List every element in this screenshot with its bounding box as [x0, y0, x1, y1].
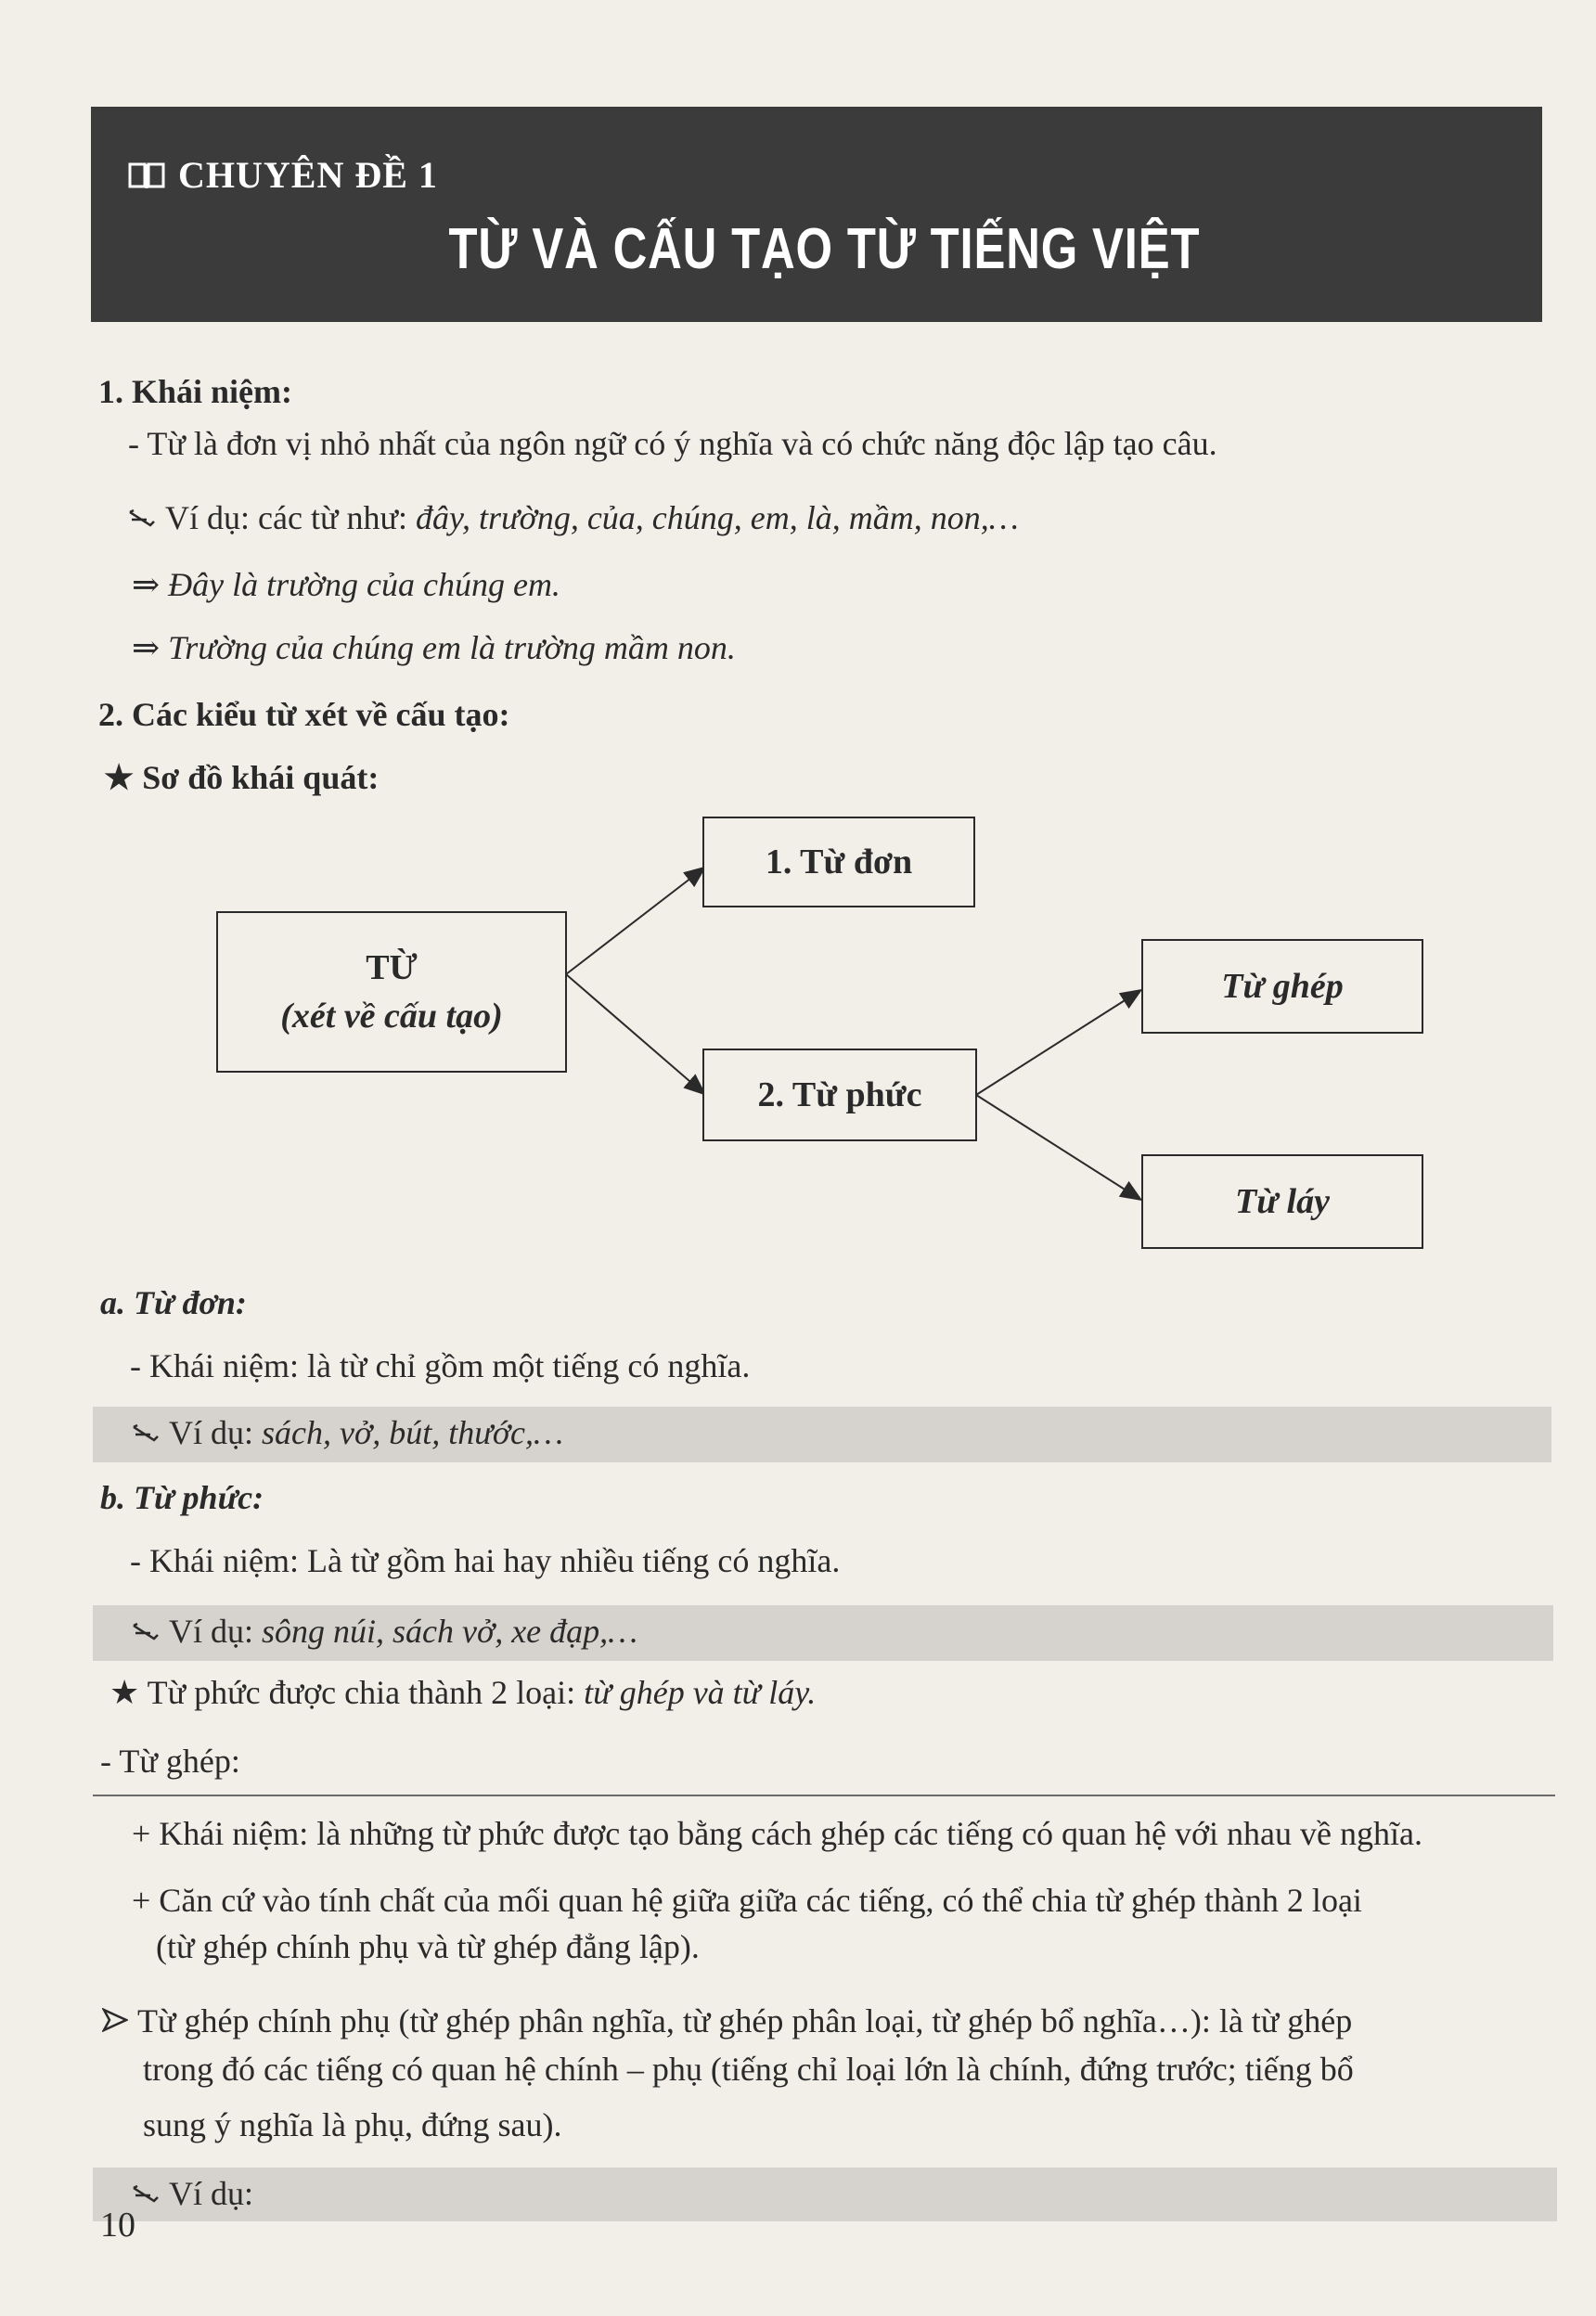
arrow-to-reduplicative: [976, 1095, 1139, 1199]
subordinate-compound-line-2: trong đó các tiếng có quan hệ chính – phụ (tiếng chỉ loại lớn là chính, đứng trước; tiếng bổ: [143, 2051, 1354, 2088]
subordinate-compound-line-3: sung ý nghĩa là phụ, đứng sau).: [143, 2106, 562, 2143]
subordinate-text-1: Từ ghép chính phụ (từ ghép phân nghĩa, từ ghép phân loại, từ ghép bổ nghĩa…): là từ ghép: [137, 2002, 1353, 2039]
example-label: Ví dụ: các từ như:: [165, 499, 416, 536]
part-a-example: [132, 1412, 563, 1453]
pencil-icon: [132, 2184, 160, 2205]
example-label: Ví dụ:: [169, 1613, 263, 1650]
chapter-title: TỪ VÀ CẤU TẠO TỪ TIẾNG VIỆT: [448, 217, 1201, 281]
example-label: Ví dụ:: [169, 1414, 263, 1451]
part-b-heading: b. Từ phức:: [100, 1479, 264, 1516]
arrow-to-complex: [566, 974, 703, 1093]
diagram-root-subtitle: (xét về cấu tạo): [280, 997, 503, 1036]
overview-label: ★ Sơ đồ khái quát:: [104, 759, 380, 796]
arrow-bullet-icon: [102, 2008, 128, 2032]
diagram-root-title: TỪ: [366, 948, 418, 987]
compound-point-1: + Khái niệm: là những từ phức được tạo bằng cách ghép các tiếng có quan hệ với nhau về nghĩa.: [132, 1815, 1422, 1852]
example-sentence-2: ⇒ Trường của chúng em là trường mầm non.: [132, 629, 736, 666]
section1-heading: 1. Khái niệm:: [98, 373, 293, 410]
example-label: Ví dụ:: [169, 2175, 254, 2212]
diagram-root-box: [216, 911, 567, 1073]
example-words: sách, vở, bút, thước,…: [262, 1414, 564, 1451]
arrow-to-simple: [566, 868, 703, 974]
part-b-example: [132, 1611, 637, 1652]
example-words: đây, trường, của, chúng, em, là, mầm, non,…: [415, 499, 1019, 536]
compound-point-2-line-1: + Căn cứ vào tính chất của mối quan hệ giữa giữa các tiếng, có thể chia từ ghép thành 2 loại: [132, 1882, 1362, 1919]
compound-point-2-line-2: (từ ghép chính phụ và từ ghép đẳng lập).: [156, 1928, 700, 1965]
page-number: 10: [100, 2206, 135, 2245]
diagram-node-complex: 2. Từ phức: [702, 1049, 977, 1141]
diagram-node-reduplicative: Từ láy: [1141, 1154, 1423, 1249]
divider: [93, 1795, 1555, 1796]
part-a-definition: - Khái niệm: là từ chỉ gồm một tiếng có nghĩa.: [130, 1347, 751, 1384]
pencil-icon: [132, 1423, 160, 1444]
complex-split-note: [109, 1672, 816, 1713]
subordinate-compound-line-1: [102, 2001, 1352, 2041]
split-types: từ ghép và từ láy.: [584, 1674, 817, 1711]
diagram-node-simple: 1. Từ đơn: [702, 817, 975, 907]
example-words: sông núi, sách vở, xe đạp,…: [262, 1613, 638, 1650]
pencil-icon: [132, 1622, 160, 1642]
diagram-node-compound: Từ ghép: [1141, 939, 1423, 1034]
part-a-heading: a. Từ đơn:: [100, 1284, 247, 1321]
compound-heading: - Từ ghép:: [100, 1743, 240, 1780]
section2-heading: 2. Các kiểu từ xét về cấu tạo:: [98, 696, 510, 733]
split-prefix: ★ Từ phức được chia thành 2 loại:: [109, 1674, 585, 1711]
chapter-label: CHUYÊN ĐỀ 1: [178, 154, 438, 196]
section1-definition: - Từ là đơn vị nhỏ nhất của ngôn ngữ có ý nghĩa và có chức năng độc lập tạo câu.: [128, 425, 1217, 462]
part-b-definition: - Khái niệm: Là từ gồm hai hay nhiều tiếng có nghĩa.: [130, 1542, 841, 1579]
example-sentence-1: ⇒ Đây là trường của chúng em.: [132, 566, 560, 603]
compound-example: [132, 2173, 253, 2214]
arrow-to-compound: [976, 991, 1139, 1095]
example-band-compound: [93, 2168, 1557, 2221]
